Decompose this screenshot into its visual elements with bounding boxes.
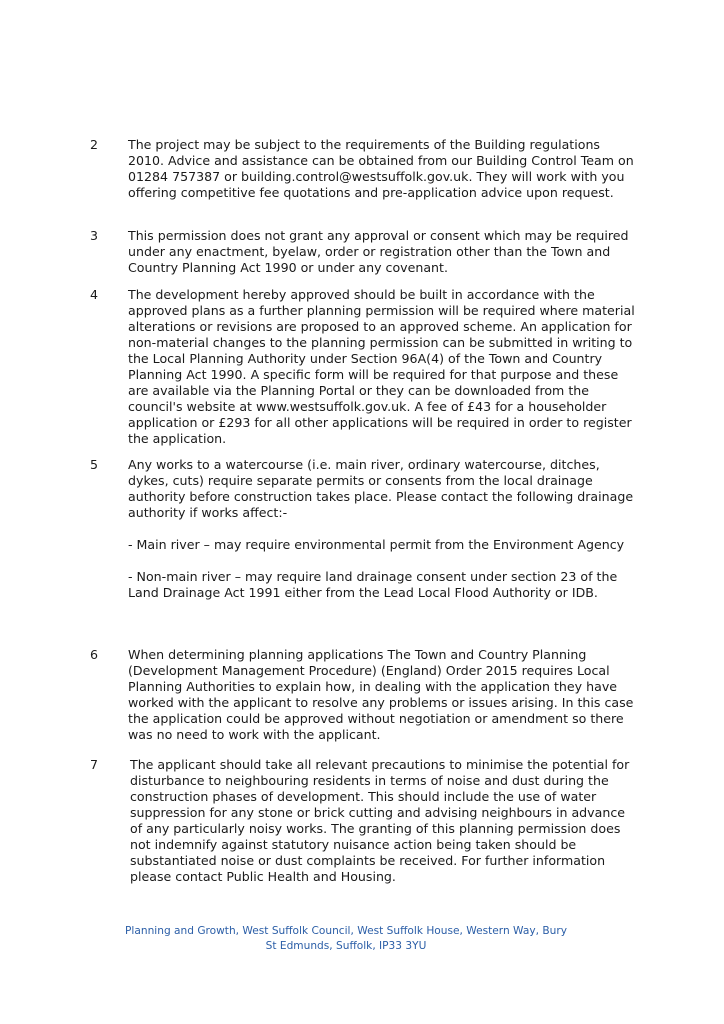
note-paragraph: The development hereby approved should be built in accordance with the approved plans as a further planning permission will be required where material alterations or revisions are proposed to an approved scheme. An application for non-material changes to the planning permission can be submitted in writing to the Local Planning Authority under Section 96A(4) of the Town and Country Planning Act 1990. A specific form will be required for that purpose and these are available via the Planning Portal or they can be downloaded from the council's website at www.westsuffolk.gov.uk. A fee of £43 for a householder application or £293 for all other applications will be required in order to register the application.	[128, 287, 635, 446]
note-number: 5	[90, 457, 99, 472]
note-number: 7	[90, 757, 99, 772]
note-body	[128, 287, 638, 447]
footer-address-line-2: St Edmunds, Suffolk, IP33 3YU	[265, 939, 427, 952]
note-paragraph: When determining planning applications The Town and Country Planning (Development Management Procedure) (England) Order 2015 requires Local Planning Authorities to explain how, in dealing with the application they have worked with the applicant to resolve any problems or issues arising. In this case the application could be approved without negotiation or amendment so there was no need to work with the applicant.	[128, 647, 634, 742]
footer-address-line-1: Planning and Growth, West Suffolk Council, West Suffolk House, Western Way, Bury	[125, 925, 567, 937]
note-body	[128, 137, 638, 201]
note-number: 4	[90, 287, 99, 302]
note-paragraph: This permission does not grant any approval or consent which may be required under any enactment, byelaw, order or registration other than the Town and Country Planning Act 1990 or under any covenant.	[128, 228, 629, 275]
page-footer	[100, 924, 592, 953]
note-body	[128, 228, 638, 276]
note-body	[128, 647, 638, 743]
note-number: 2	[90, 137, 99, 152]
note-paragraph: The applicant should take all relevant precautions to minimise the potential for disturbance to neighbouring residents in terms of noise and dust during the construction phases of development. This should include the use of water suppression for any stone or brick cutting and advising neighbours in advance of any particularly noisy works. The granting of this planning permission does not indemnify against statutory nuisance action being taken should be substantiated noise or dust complaints be received. For further information please contact Public Health and Housing.	[130, 757, 630, 884]
note-number: 6	[90, 647, 99, 662]
note-body	[128, 457, 638, 601]
note-body	[130, 757, 640, 885]
note-paragraph: The project may be subject to the requirements of the Building regulations 2010. Advice and assistance can be obtained from our Building Control Team on 01284 757387 or building.control@westsuffolk.gov.uk. They will work with you offering competitive fee quotations and pre-application advice upon request.	[128, 137, 634, 200]
note-paragraph: - Main river – may require environmental permit from the Environment Agency	[128, 537, 625, 552]
note-paragraph: Any works to a watercourse (i.e. main river, ordinary watercourse, ditches, dykes, cuts) require separate permits or consents from the local drainage authority before construction takes place. Please contact the following drainage authority if works affect:-	[128, 457, 634, 520]
note-paragraph: - Non-main river – may require land drainage consent under section 23 of the Land Drainage Act 1991 either from the Lead Local Flood Authority or IDB.	[128, 569, 618, 600]
note-number: 3	[90, 228, 99, 243]
